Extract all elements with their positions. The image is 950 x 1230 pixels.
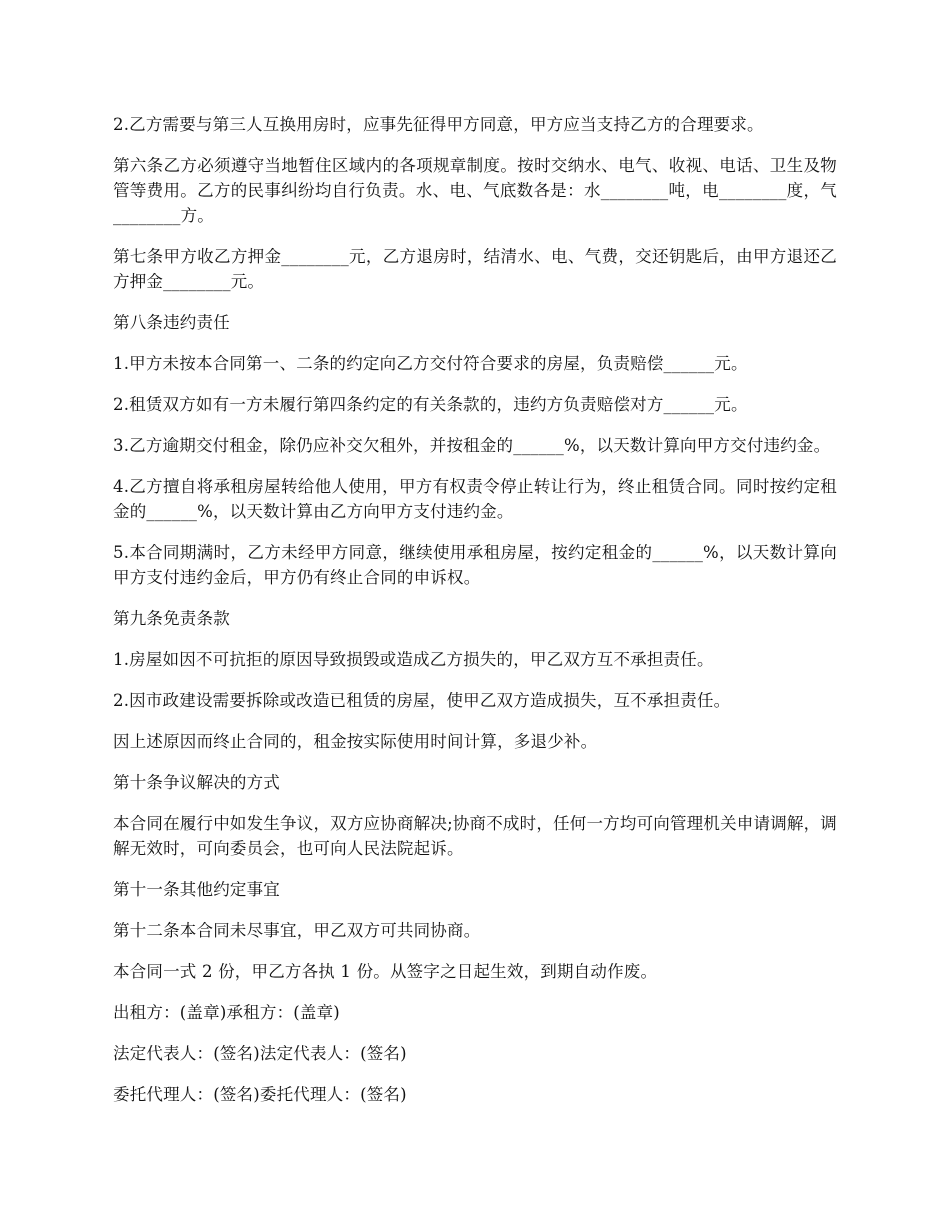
- signature-authorized-agents: 委托代理人：(签名)委托代理人：(签名): [113, 1085, 407, 1104]
- article-9-item-1: 1.房屋如因不可抗拒的原因导致损毁或造成乙方损失的，甲乙双方互不承担责任。: [113, 650, 714, 669]
- signature-legal-representatives: 法定代表人：(签名)法定代表人：(签名): [113, 1044, 407, 1063]
- clause-exchange-housing: 2.乙方需要与第三人互换用房时，应事先征得甲方同意，甲方应当支持乙方的合理要求。: [113, 115, 764, 134]
- article-8-heading: 第八条违约责任: [113, 313, 230, 332]
- article-8-item-3: 3.乙方逾期交付租金，除仍应补交欠租外，并按租金的______%，以天数计算向甲方交付违约金。: [113, 436, 831, 455]
- copies-clause: 本合同一式 2 份，甲乙方各执 1 份。从签字之日起生效，到期自动作废。: [113, 962, 658, 981]
- article-9-note: 因上述原因而终止合同的，租金按实际使用时间计算，多退少补。: [113, 732, 598, 751]
- article-10-body: 本合同在履行中如发生争议，双方应协商解决;协商不成时，任何一方均可向管理机关申请调解，调解无效时，可向委员会，也可向人民法院起诉。: [113, 814, 837, 858]
- article-9-heading: 第九条免责条款: [113, 609, 230, 628]
- article-10-heading: 第十条争议解决的方式: [113, 773, 280, 792]
- document-body: [113, 112, 837, 1123]
- article-7-deposit: 第七条甲方收乙方押金________元，乙方退房时，结清水、电、气费，交还钥匙后，由甲方退还乙方押金________元。: [113, 247, 837, 291]
- signature-lessor-lessee: 出租方：(盖章)承租方：(盖章): [113, 1003, 340, 1022]
- article-8-item-4: 4.乙方擅自将承租房屋转给他人使用，甲方有权责令停止转让行为，终止租赁合同。同时按约定租金的______%，以天数计算由乙方向甲方支付违约金。: [113, 477, 837, 521]
- article-12: 第十二条本合同未尽事宜，甲乙双方可共同协商。: [113, 921, 481, 940]
- article-8-item-2: 2.租赁双方如有一方未履行第四条约定的有关条款的，违约方负责赔偿对方______元。: [113, 395, 748, 414]
- article-8-item-1: 1.甲方未按本合同第一、二条的约定向乙方交付符合要求的房屋，负责赔偿______元。: [113, 354, 748, 373]
- article-8-item-5: 5.本合同期满时，乙方未经甲方同意，继续使用承租房屋，按约定租金的______%，以天数计算向甲方支付违约金后，甲方仍有终止合同的申诉权。: [113, 543, 837, 587]
- article-9-item-2: 2.因市政建设需要拆除或改造已租赁的房屋，使甲乙双方造成损失，互不承担责任。: [113, 691, 731, 710]
- article-11-heading: 第十一条其他约定事宜: [113, 880, 280, 899]
- article-6-rules-and-fees: 第六条乙方必须遵守当地暂住区域内的各项规章制度。按时交纳水、电气、收视、电话、卫生及物管等费用。乙方的民事纠纷均自行负责。水、电、气底数各是：水________吨，电________度，气________方。: [113, 156, 837, 225]
